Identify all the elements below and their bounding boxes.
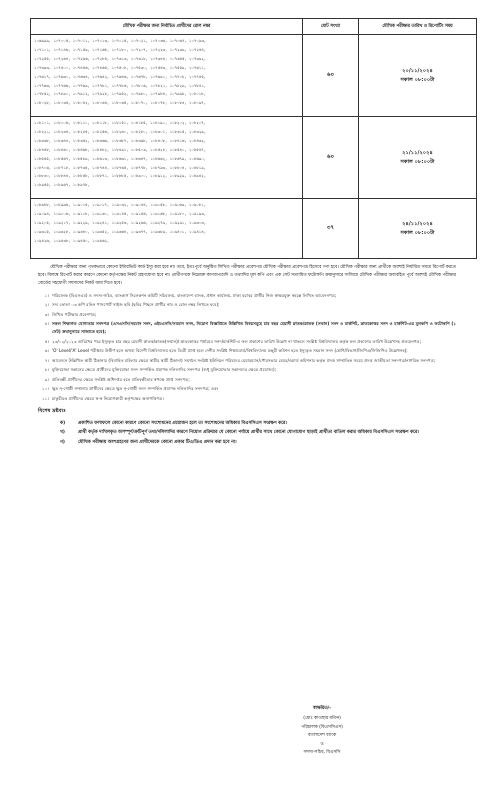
list-item	[38, 347, 456, 355]
document-list	[38, 292, 456, 403]
note-text: মৌখিক পরীক্ষায় অংশগ্রহণের জন্য প্রার্থীদেরকে কোনো প্রকার টিএ/ডিএ প্রদান করা হবে না।	[78, 439, 237, 445]
item-number: ৫।	[44, 338, 49, 344]
roll-line: ১০৭৮৫২, ১০৭৮৯০, ১০৭৯১২, ১০৭৯২৮, ১০৭৯৫২, ১০৭৯৮০, ১০৭৯৮৫, ১০৭৯৯৮, ১০৮০১৮,	[34, 91, 207, 97]
roll-line: ১০৮৯৮৮, ১০৮৯৯৬, ১০৯০০৫, ১০৯০১৭, ১০৯০৩২, ১০৯০৪৪, ১০৯০৫৮, ১০৯০৬৯, ১০৯০৮১,	[34, 202, 207, 207]
item-number: ৮।	[44, 367, 49, 373]
roll-line: ১০৮০২৮, ১০৮০৩৫, ১০৮০৪২, ১০৮০৬৪, ১০৮০৬৫, ১০৮০৭০, ১০৮০৭৮, ১০৮০৮৪, ১০৮০৯৭,	[34, 100, 207, 106]
special-note-title: বিশেষ দ্রষ্টব্যঃ	[38, 407, 66, 414]
roll-line: ১০৮২২১, ১০৮২৩৪, ১০৮২৪৫, ১০৮২৫৬, ১০৮২৬০, ১০৮২৮০, ১০৮৩০১, ১০৮৩১৫, ১০৮৩২৯,	[34, 128, 207, 134]
list-item	[38, 366, 456, 374]
item-number: ১১।	[42, 395, 49, 401]
signatory-role: সদস্য-সচিব, বিএসসি	[303, 750, 341, 756]
header-date-time: মৌখিক পরীক্ষার তারিখ ও রিপোর্টিং সময়	[359, 19, 477, 35]
note-text: প্রকাশিত ফলাফলে কোনো কারণে কোনো সংশোধনের প্রয়োজন হলে তা সংশোধনের অধিকার বিএসসিএস সংরক্ষণ করে।	[78, 420, 287, 426]
roll-line: ১০৯২০৫, ১০৯২১৭, ১০৯২২৯, ১০৯২৪১, ১০৯২৫৩, ১০৯২৬৬, ১০৯২৭৯, ১০৯২৯১, ১০৯৩০৩,	[34, 219, 207, 225]
roll-line: ১০৮৮৩০, ১০৮৮৪৪, ১০৮৮৫৮, ১০৮৮৭১, ১০৮৮৮৫, ১০৮৯০০, ১০৮৯১২, ১০৮৯২৯, ১০৮৯৪২,	[34, 173, 206, 179]
item-text: ক্ষুদ্র নৃ-গোষ্ঠী সম্প্রদায় প্রার্থীদের ক্ষেত্রে ক্ষুদ্র নৃ-গোষ্ঠী সনদ সম্পর্কিত প্রমাণক দলিলাদির সনদপত্র; এবং	[52, 386, 219, 392]
table-row	[31, 35, 477, 117]
table-row	[31, 199, 477, 259]
roll-line: ১০৭৩৯৩, ১০৭৪০০, ১০৭৪৫৬, ১০৭৪৬৫, ১০৭৫০৮, ১০৭৫৩০, ১০৭৫৪৩, ১০৭৫৫৯, ১০৭৬১১,	[34, 64, 207, 70]
interview-date: ২১/১১/২০২৪	[402, 149, 433, 156]
date-time-cell	[359, 35, 477, 117]
item-text: 'O' Level/'A' Level পরীক্ষায় উত্তীর্ণ হলে অথবা বিদেশী বিশ্ববিদ্যালয় হতে ডিগ্রী প্রাপ্ত হলে দেশীয় সংশ্লিষ্ট শিক্ষাবোর্ড/বিশ্ববিদ্যালয় মঞ্জুরী কমিশন হতে ইস্যুকৃত সমমান সনদ (শ্রেণি/বিভাগ/জিপিএ/সিজিপিএ উল্লেখসহ);	[52, 348, 408, 354]
item-number: ৯।	[44, 376, 49, 382]
item-text: সকল শিক্ষাগত যোগ্যতার সনদপত্র (এসএসসি/সমমান সনদ, এইচএসসি/সমমান সনদ, নিয়োগ বিজ্ঞপ্তিতে উল্লিখিত বিষয়সমূহে চার বছর মেয়াদী স্নাতক/স্নাতক (সম্মান) সনদ ও মার্কশিট, স্নাতকোত্তর সনদ ও মার্কশিট-এর মূলকপি ও ফটোকপি (১ সেট) ক্রমানুসারে সাজাতে হবে);	[52, 321, 456, 335]
signatory-name: (মোঃ কাওছার মতিন)	[303, 716, 341, 722]
signatory-title: পরিচালক (বিএসসিএস)	[301, 724, 343, 730]
list-item	[38, 376, 456, 384]
special-notes	[60, 419, 446, 448]
item-text: মুক্তিযোদ্ধা সন্তানের ক্ষেত্রে প্রার্থীদের মুক্তিযোদ্ধা সনদ সম্পর্কিত প্রমাণক দলিলাদির সনদপত্র (শুধু মুক্তিযোদ্ধার সন্তানদের ক্ষেত্রে প্রযোজ্য);	[52, 367, 276, 373]
note-letter: গ)	[60, 439, 65, 445]
roll-line: ১০৯০৯৪, ১০৯১০৬, ১০৯১১৮, ১০৯১৩০, ১০৯১৪৫, ১০৯১৫৬, ১০৯১৬৮, ১০৯১৮০, ১০৯১৯৩,	[34, 210, 206, 216]
item-number: ৪।	[44, 321, 49, 327]
item-number: ৬।	[44, 348, 49, 354]
roll-line: ১০৮১০১, ১০৮১০৬, ১০৮১১০, ১০৮১১৮, ১০৮১৫১, ১০৮১৮৫, ১০৮১৯০, ১০৮২০২, ১০৮২০৭,	[34, 120, 207, 125]
reporting-time: সকাল ০৮:০০টা	[400, 158, 435, 165]
item-text: লিখিত পরীক্ষার প্রবেশপত্র;	[52, 311, 97, 317]
item-number: ৭।	[44, 357, 49, 363]
signatory-and: ও	[320, 741, 324, 747]
roll-numbers-cell	[31, 35, 303, 117]
interview-date: ২৪/১১/২০২৪	[402, 220, 433, 227]
item-number: ১।	[44, 292, 49, 298]
list-item	[38, 357, 456, 365]
item-text: সদ্য তোলা ০৩ কপি রঙিন পাসপোর্ট সাইজ ছবি (ছবির পিছনে প্রার্থীর নাম ও রোল নম্বর লিখতে হবে);	[52, 302, 220, 308]
date-time-cell	[359, 199, 477, 259]
roll-line: ১০৯৩১৫, ১০৯৩২৮, ১০৯৩৪০, ১০৯৩৫২, ১০৯৩৬৪, ১০৯৩৭৭, ১০৯৩৮৯, ১০৯৪০১, ১০৯৪১৪,	[34, 228, 207, 234]
item-number: ৩।	[44, 311, 49, 317]
special-note	[60, 419, 446, 429]
note-letter: খ)	[60, 430, 65, 436]
roll-line: ১০৯৪২৬, ১০৯৪৩৮, ১০৯৪৫০, ১০৯৪৬২,	[34, 237, 110, 243]
roll-line: ১০৭২৫৫, ১০৭২৬৪, ১০৭২৬৬, ১০৭২৮৫, ১০৭৩১৩, ১০৭৩১৮, ১০৭৩৪৪, ১০৭৩৫৫, ১০৭৩৯২,	[34, 55, 207, 61]
list-item	[38, 338, 456, 346]
roll-line: ১০৮৪৪৮, ১০৮৪৬০, ১০৮৪৬৮, ১০৮৪৮২, ১০৮৪৯১, ১০৮৫০৩, ১০৮৫২৪, ১০৮৫৪০, ১০৮৫৪৭,	[34, 146, 206, 152]
list-item	[38, 311, 456, 319]
roll-line: ১০৮৫৫৫, ১০৮৫৬৭, ১০৮৫৮৯, ১০৮৬১৩, ১০৮৬৩১, ১০৮৬৪৭, ১০৮৬৬২, ১০৮৬৭৯, ১০৮৬৯০,	[34, 155, 207, 161]
total-count: ৬০	[303, 117, 359, 199]
signature-header: স্বাক্ষরিত/-	[313, 706, 331, 711]
reporting-time: সকাল ০৮:০০টা	[400, 76, 435, 83]
item-text: চাকুরীরত প্রার্থীদের ক্ষেত্রে স্ব-স্ব নিয়োগকারী কর্তৃপক্ষের অনাপত্তিপত্র।	[52, 395, 164, 401]
note-letter: ক)	[60, 420, 66, 426]
roll-line: ১০৭৬১৭, ১০৭৬৩০, ১০৭৬৩৪, ১০৭৬৪২, ১০৭৬৪৬, ১০৭৬৭৮, ১০৭৬৯০, ১০৭৭০৮, ১০৭৭৪৫,	[34, 73, 207, 79]
item-text: ২৩/০২/২০২৩ তারিখের পরে ইস্যুকৃত চার বছর মেয়াদী স্নাতক/স্নাতক(সম্মান)/ স্নাতকোত্তর পর্যায়ের সনদ/মার্কশিট-এ ফল প্রকাশের তারিখ উল্লেখ না থাকলে সংশ্লিষ্ট বিশ্ববিদ্যালয় কর্তৃক ফল প্রকাশের তারিখ উল্লেখসহ প্রত্যয়নপত্র;	[52, 338, 422, 344]
total-count: ৬০	[303, 35, 359, 117]
total-count: ৩৭	[303, 199, 359, 259]
roll-numbers-cell	[31, 117, 303, 199]
roll-line: ১০৮৯৫৫, ১০৮৯৬৭, ১০৮৯৭৮,	[34, 182, 90, 188]
list-item	[38, 301, 456, 309]
roll-line: ১০৮৩৩৮, ১০৮৩৪৪, ১০৮৩৫২, ১০৮৩৬৬, ১০৮৩৮৭, ১০৮৩৯৮, ১০৮৪০৮, ১০৮৪১৬, ১০৮৪৩২,	[34, 137, 207, 143]
date-time-cell	[359, 117, 477, 199]
item-number: ২।	[44, 302, 49, 308]
table-row	[31, 117, 477, 199]
list-item	[38, 320, 456, 336]
item-text: পরিচালক (বিএসএম) ও সদস্য-সচিব, ব্যাংকার্স সিলেকশন কমিটি সচিবালয়, বাংলাদেশ ব্যাংক, প্রধান কার্যালয়, ঢাকা বরাবর প্রার্থীর নিজ স্বাক্ষরযুক্ত স্বহস্তে লিখিত আবেদনপত্র;	[52, 292, 337, 298]
table-header-row	[31, 19, 477, 35]
header-roll-numbers: মৌখিক পরীক্ষার জন্য নির্বাচিত প্রার্থীদের রোল নম্বর	[31, 19, 303, 35]
header-total: মোট সংখ্যা	[303, 19, 359, 35]
roll-line: ১০৬৯৯৯, ১০৭০০৫, ১০৭০১১, ১০৭০১৩, ১০৭০১৫, ১০৭০২১, ১০৭০৩৬, ১০৭০৬৭, ১০৭০৯৩,	[34, 38, 207, 43]
note-text: প্রার্থী কর্তৃক দাখিলকৃত অসম্পূর্ণ/ক্রটিপূর্ণ তথ্য/দলিলাদির কারণে নিয়োগ প্রক্রিয়ার যে কোনো পর্যায়ে প্রার্থীর সাথে কোনো যোগাযোগ ছাড়াই প্রার্থীতা বাতিল করার অধিকার বিএসসিএস সংরক্ষণ করে।	[78, 430, 419, 436]
list-item	[38, 395, 456, 403]
item-number: ১০।	[42, 386, 49, 392]
item-text: প্রতিবন্ধী প্রার্থীদের ক্ষেত্রে সংশ্লিষ্ট অধিদপ্তর হতে প্রতিবন্ধীতার স্বপক্ষে প্রাপ্ত সনদপত্র;	[52, 376, 190, 382]
reporting-time: সকাল ০৮:০০টা	[400, 229, 435, 236]
roll-line: ১০৭১০১, ১০৭১৪৬, ১০৭১৫৯, ১০৭১৬৫, ১০৭১৮০, ১০৭২০৭, ১০৭২২৩, ১০৭২৩৯, ১০৭২৪৪,	[34, 46, 207, 52]
item-text: আবেদনে উল্লিখিত স্থায়ী ঠিকানার (বিবাহিত মহিলার ক্ষেত্রে স্বামীর স্থায়ী ঠিকানা) সমর্থনে সংশ্লিষ্ট ইউনিয়ন পরিষদের চেয়ারম্যান/পৌরসভার মেয়র/ওয়ার্ড কমিশনার কর্তৃক প্রদত্ত সাম্প্রতিক সময়ে প্রদত্ত জাতীয়তা সনদপত্র/নাগরিক সনদপত্র;	[52, 357, 436, 363]
roll-table	[30, 18, 477, 259]
roll-numbers-cell	[31, 199, 303, 259]
list-item	[38, 385, 456, 393]
signature-block	[262, 705, 382, 757]
signatory-org: বাংলাদেশ ব্যাংক	[307, 733, 337, 739]
intro-paragraph: মৌখিক পরীক্ষার জন্য পৃথকভাবে কোনো ইন্টারভিউ কার্ড ইস্যু করা হবে না। তবে, ইতঃপূর্বে অনুষ্ঠিত লিখিত পরীক্ষার প্রবেশপত্র মৌখিক পরীক্ষার প্রবেশপত্র হিসেবে গণ্য হবে। মৌখিক পরীক্ষার জন্য প্রার্থীকে অবশ্যই নির্ধারিত সময়ে রিপোর্ট করতে হবে। বিলম্বে রিপোর্ট করার কারণে কোনো কর্তৃপক্ষের নিকট গ্রহণযোগ্য হবে না। প্রার্থীগণকে নিম্নোক্ত কাগজপত্রাদি ও তথ্যাদির মূল কপি এবং এক সেট সত্যায়িত ফটোকপি ক্রমানুসারে সাজিয়ে মৌখিক পরীক্ষার অব্যবহিত পূর্বে অবশ্যই মৌখিক পরীক্ষার বোর্ডের সহযোগী সদস্যদের নিকট জমা দিতে হবে।	[38, 265, 457, 287]
interview-date: ২০/১১/২০২৪	[402, 67, 433, 74]
special-note	[60, 438, 446, 448]
roll-line: ১০৮৭০৬, ১০৮৭১৮, ১০৮৭৩৫, ১০৮৭৪৪, ১০৮৭৬৫, ১০৮৭৭৮, ১০৮৭৯৩, ১০৮৮০৪, ১০৮৮১৯,	[34, 164, 207, 170]
roll-line: ১০৭৭৬৩, ১০৭৭৬৬, ১০৭৭৬৯, ১০৭৭৮১, ১০৭৭৮৬, ১০৭৮০৬, ১০৭৮২১, ১০৭৮২৯, ১০৭৮৪১,	[34, 82, 207, 88]
list-item	[38, 292, 456, 300]
special-note	[60, 428, 446, 438]
